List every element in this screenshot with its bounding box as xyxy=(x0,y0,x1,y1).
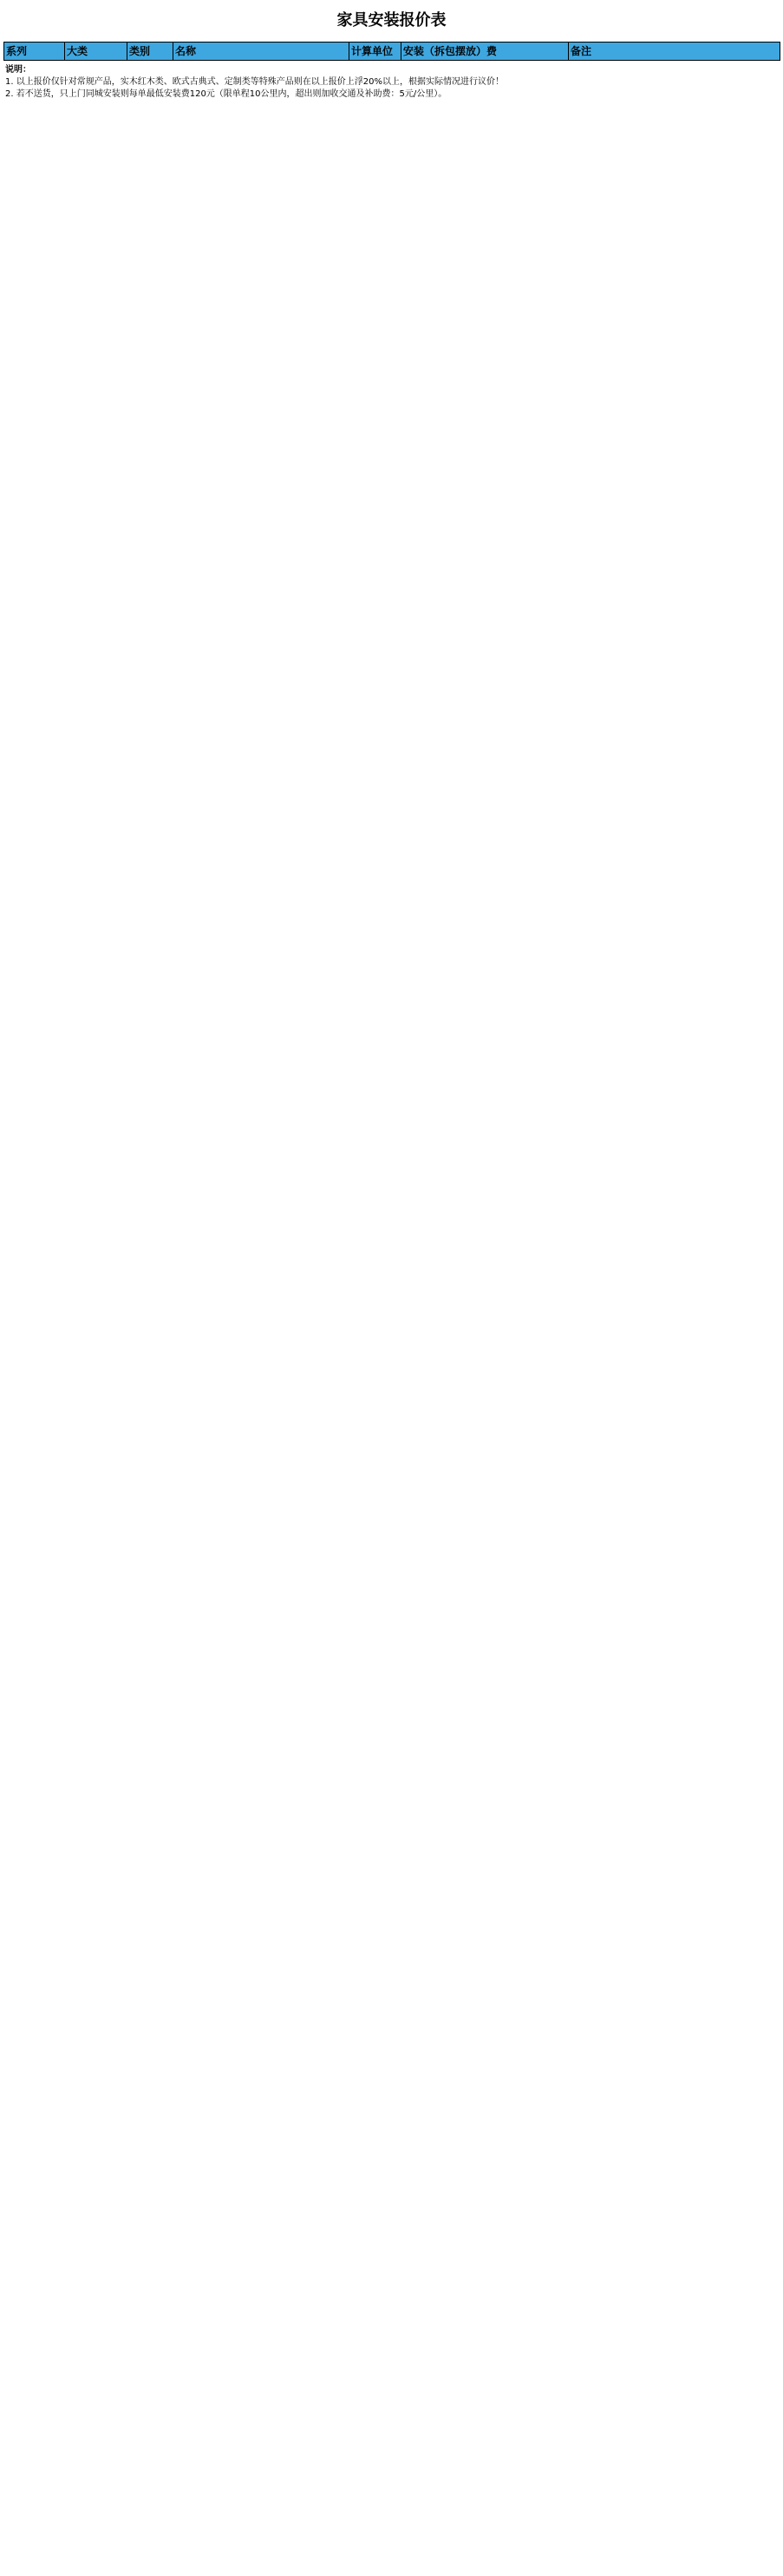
col-header-type: 类别 xyxy=(127,43,173,61)
col-header-category: 大类 xyxy=(65,43,127,61)
col-header-fee: 安装（拆包摆放）费 xyxy=(401,43,569,61)
table-header-row xyxy=(4,43,780,61)
price-table xyxy=(3,42,780,61)
notes-label: 说明： xyxy=(5,65,31,75)
col-header-name: 名称 xyxy=(173,43,349,61)
note-line: 1. 以上报价仅针对常规产品，实木红木类、欧式古典式、定制类等特殊产品则在以上报价上浮20%以上，根据实际情况进行议价！ xyxy=(5,77,504,87)
col-header-series: 系列 xyxy=(4,43,65,61)
page-title: 家具安装报价表 xyxy=(336,11,447,29)
col-header-remark: 备注 xyxy=(569,43,780,61)
note-line: 2. 若不送货，只上门同城安装则每单最低安装费120元（限单程10公里内，超出则加收交通及补助费：5元/公里）。 xyxy=(5,89,447,99)
notes xyxy=(3,61,780,104)
col-header-unit: 计算单位 xyxy=(349,43,401,61)
page xyxy=(0,0,783,104)
